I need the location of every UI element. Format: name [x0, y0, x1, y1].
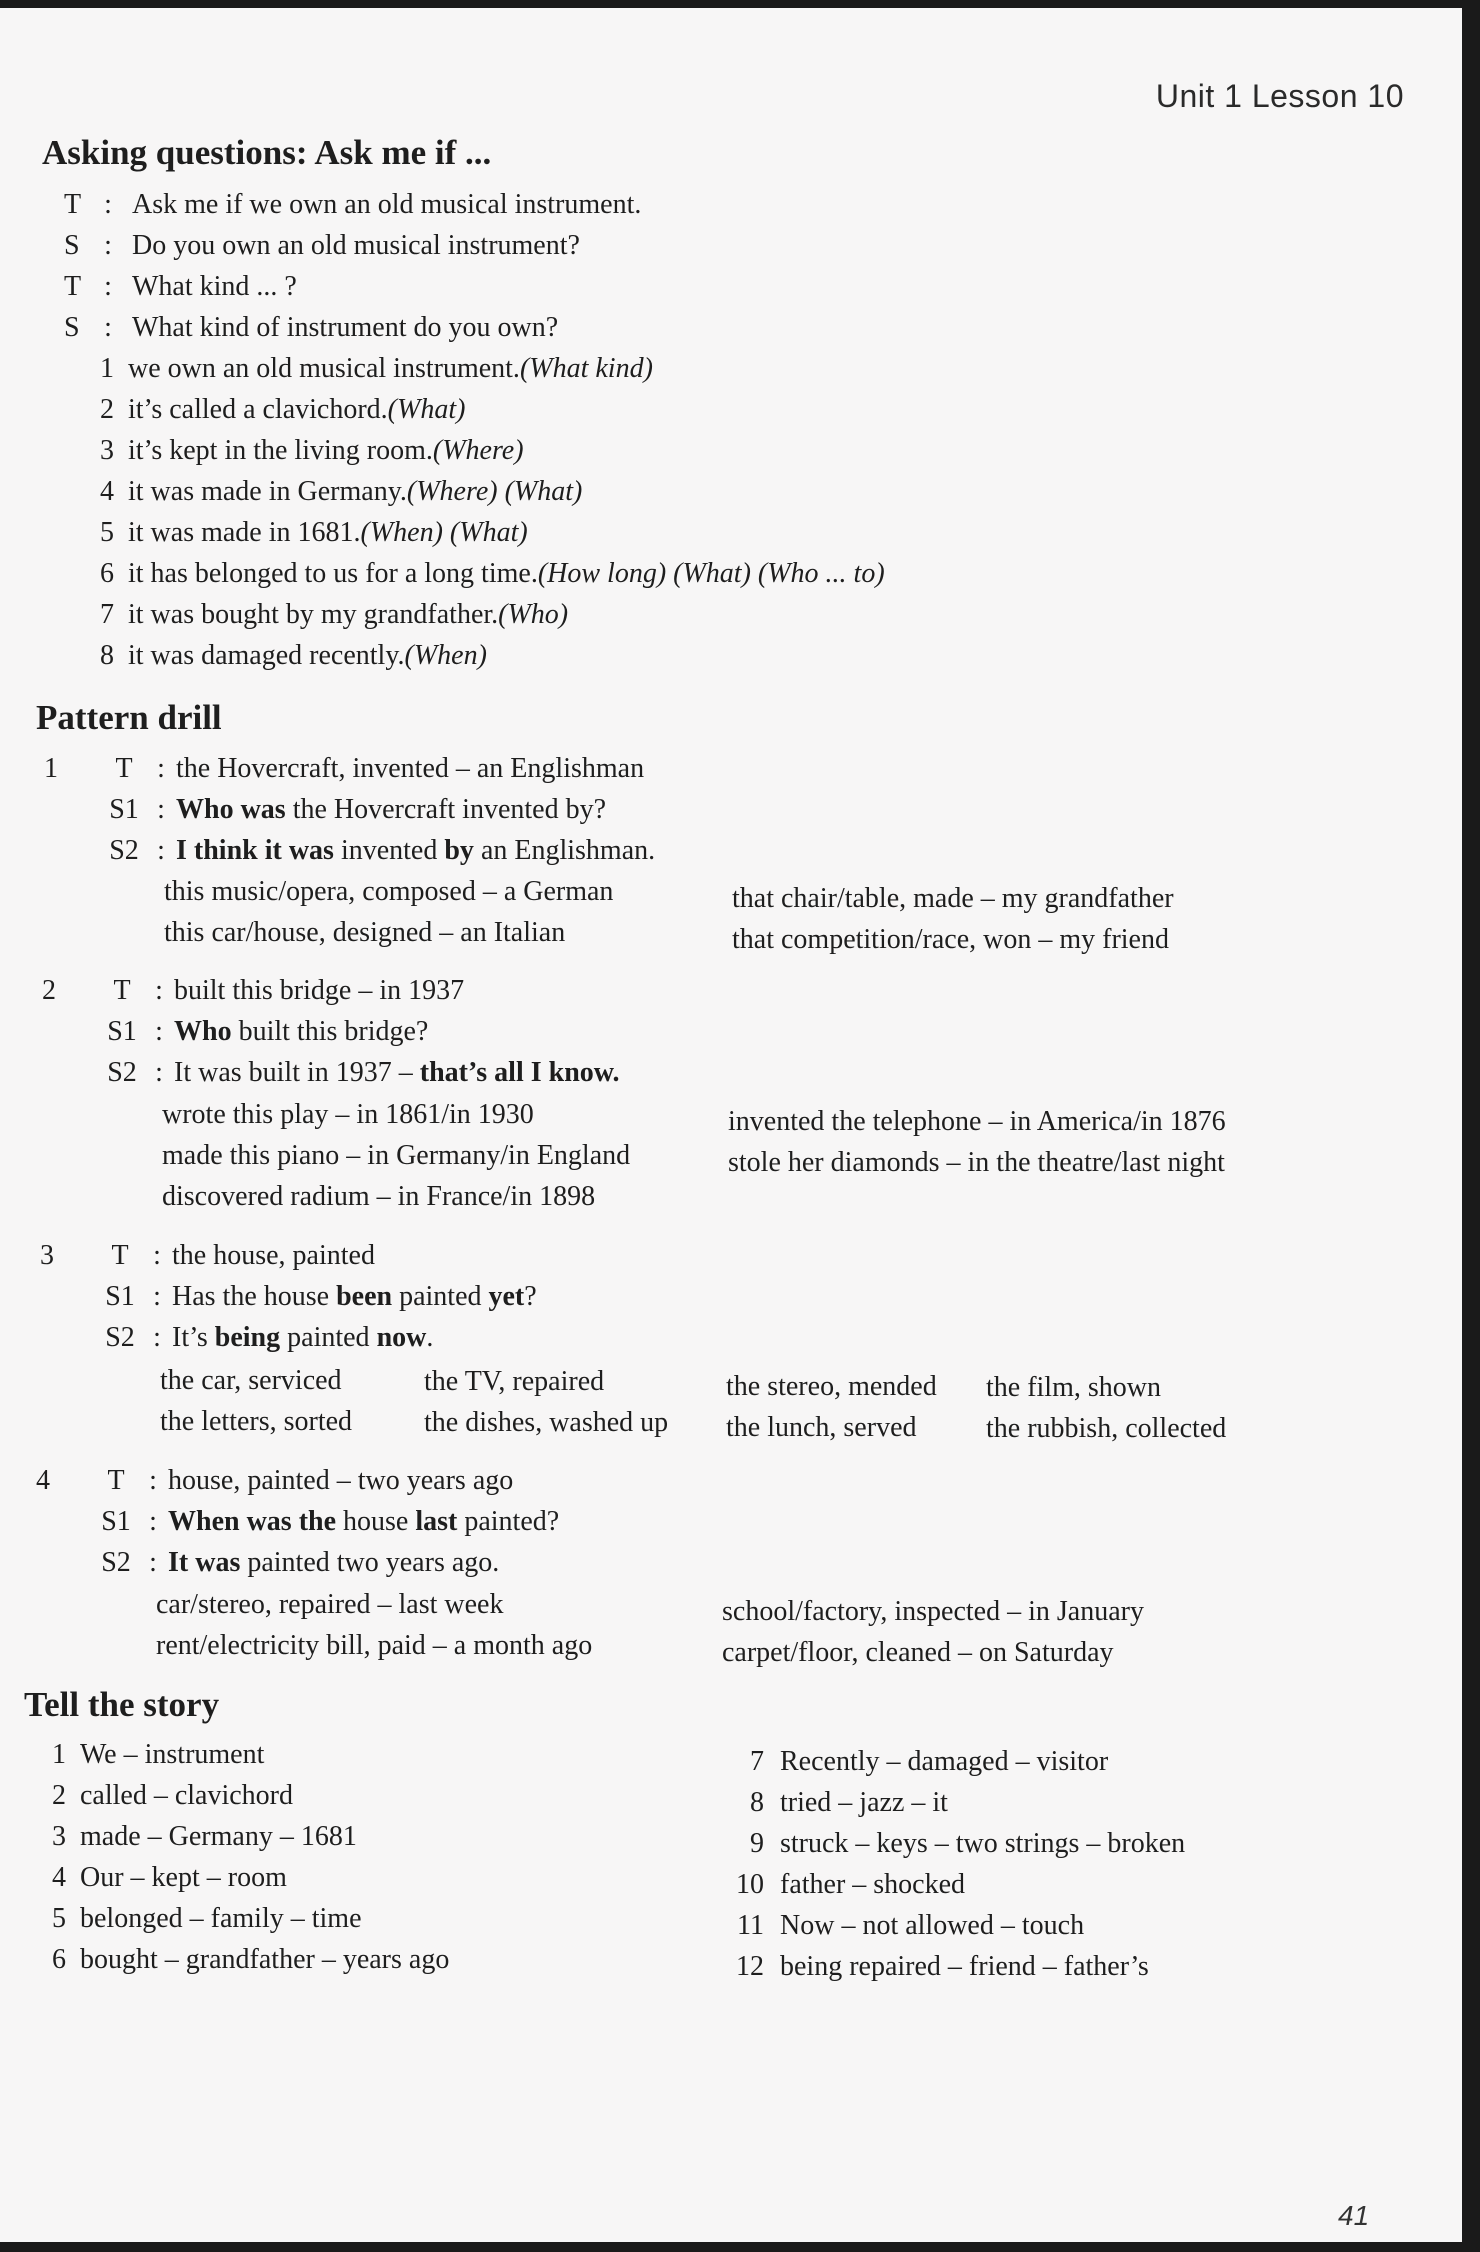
substitution-item: carpet/floor, cleaned – on Saturday [722, 1637, 1114, 1668]
item-cue: (Who) [498, 599, 569, 630]
item-text: belonged – family – time [80, 1903, 362, 1934]
item-number: 4 [100, 476, 114, 507]
substitution-item: wrote this play – in 1861/in 1930 [162, 1099, 534, 1130]
drill-4-substitutions-right [722, 1591, 1144, 1673]
item-cue: (What kind) [519, 353, 653, 384]
drill-line-s1 [44, 789, 655, 830]
drill-prompt: built this bridge – in 1937 [174, 975, 465, 1006]
list-item [92, 512, 885, 553]
substitution-item: stole her diamonds – in the theatre/last night [728, 1147, 1225, 1178]
list-item [730, 1823, 1185, 1864]
colon: : [155, 1057, 163, 1088]
item-number: 9 [750, 1828, 764, 1859]
item-number: 2 [100, 394, 114, 425]
drill-3 [40, 1235, 537, 1358]
colon: : [157, 753, 165, 784]
list-item [44, 1939, 449, 1980]
drill-text: It was built in 1937 – [174, 1057, 420, 1088]
item-number: 3 [100, 435, 114, 466]
speaker-label: S [64, 312, 80, 343]
speaker-label: S1 [105, 1281, 135, 1312]
item-cue: (When) [404, 640, 487, 671]
drill-1-substitutions-left [164, 871, 613, 953]
speaker-label: S1 [107, 1016, 137, 1047]
item-text: being repaired – friend – father’s [780, 1951, 1149, 1982]
substitution-item: the car, serviced [160, 1365, 342, 1396]
drill-prompt: the Hovercraft, invented – an Englishman [176, 753, 645, 784]
speaker-label: T [113, 975, 131, 1006]
dialogue-line [64, 225, 641, 266]
list-item [44, 1857, 449, 1898]
list-item [92, 389, 885, 430]
drill-text: . [426, 1322, 434, 1353]
speaker-label: S2 [109, 835, 139, 866]
item-text: Now – not allowed – touch [780, 1910, 1085, 1941]
speaker-label: T [64, 271, 82, 302]
section-title-pattern-drill: Pattern drill [36, 698, 222, 737]
drill-line-s1 [36, 1501, 559, 1542]
item-number: 8 [100, 640, 114, 671]
item-number: 4 [52, 1862, 66, 1893]
item-text: Recently – damaged – visitor [780, 1746, 1109, 1777]
colon: : [104, 312, 112, 343]
drill-line-s2 [40, 1317, 537, 1358]
item-text: Our – kept – room [80, 1862, 287, 1893]
colon: : [157, 794, 165, 825]
item-text: made – Germany – 1681 [80, 1821, 357, 1852]
speaker-label: T [115, 753, 133, 784]
bold-phrase: now [376, 1322, 427, 1353]
drill-2 [42, 970, 619, 1093]
bold-phrase: Who was [176, 794, 286, 825]
section-title-tell-the-story: Tell the story [24, 1685, 220, 1724]
substitution-item: discovered radium – in France/in 1898 [162, 1181, 596, 1212]
colon: : [157, 835, 165, 866]
item-text: struck – keys – two strings – broken [780, 1828, 1186, 1859]
drill-1-substitutions-right [732, 878, 1174, 960]
asking-dialogue [64, 184, 641, 348]
bold-phrase: Who [174, 1016, 232, 1047]
item-number: 1 [52, 1739, 66, 1770]
list-item [92, 553, 885, 594]
bold-phrase: last [415, 1506, 458, 1537]
dialogue-line [64, 266, 641, 307]
drill-line-s2 [44, 830, 655, 871]
item-number: 5 [100, 517, 114, 548]
bold-phrase: yet [488, 1281, 525, 1312]
page-number: 41 [1338, 2200, 1370, 2231]
dialogue-line [64, 307, 641, 348]
speaker-label: T [111, 1240, 129, 1271]
list-item [730, 1905, 1185, 1946]
substitution-item: the TV, repaired [424, 1366, 605, 1397]
list-item [730, 1741, 1185, 1782]
item-text: We – instrument [80, 1739, 265, 1770]
drill-3-col-2 [424, 1361, 668, 1443]
drill-number: 1 [44, 753, 58, 784]
speaker-label: S1 [101, 1506, 131, 1537]
drill-line-s2 [42, 1052, 619, 1093]
item-text: it was made in Germany. [128, 476, 407, 507]
substitution-item: this music/opera, composed – a German [164, 876, 614, 907]
item-cue: (Where) [432, 435, 524, 466]
substitution-item: the stereo, mended [726, 1371, 937, 1402]
item-number: 6 [52, 1944, 66, 1975]
list-item [92, 635, 885, 676]
drill-text: Has the house [172, 1281, 337, 1312]
speaker-label: S2 [107, 1057, 137, 1088]
substitution-item: the film, shown [986, 1372, 1161, 1403]
item-text: father – shocked [780, 1869, 966, 1900]
drill-1 [44, 748, 655, 871]
drill-prompt: house, painted – two years ago [168, 1465, 514, 1496]
colon: : [149, 1465, 157, 1496]
item-text: it was made in 1681. [128, 517, 361, 548]
item-cue: (Where) (What) [406, 476, 583, 507]
item-number: 6 [100, 558, 114, 589]
item-text: it was damaged recently. [128, 640, 405, 671]
drill-text: invented [333, 835, 445, 866]
drill-2-substitutions-left [162, 1094, 630, 1217]
speaker-label: S1 [109, 794, 139, 825]
bold-phrase: I think it was [176, 835, 334, 866]
substitution-item: the dishes, washed up [424, 1407, 669, 1438]
speaker-label: S2 [101, 1547, 131, 1578]
substitution-item: the letters, sorted [160, 1406, 353, 1437]
right-border [1462, 0, 1480, 2252]
bold-phrase: been [336, 1281, 393, 1312]
drill-text: It’s [172, 1322, 215, 1353]
section-title-asking: Asking questions: Ask me if ... [42, 133, 492, 172]
item-text: bought – grandfather – years ago [80, 1944, 450, 1975]
item-number: 7 [750, 1746, 764, 1777]
drill-line-t [36, 1460, 559, 1501]
drill-number: 3 [40, 1240, 54, 1271]
drill-line-s1 [40, 1276, 537, 1317]
item-cue: (When) (What) [360, 517, 528, 548]
drill-prompt: the house, painted [172, 1240, 375, 1271]
colon: : [104, 230, 112, 261]
substitution-item: made this piano – in Germany/in England [162, 1140, 631, 1171]
substitution-item: that competition/race, won – my friend [732, 924, 1169, 955]
bold-phrase: It was [168, 1547, 241, 1578]
drill-text: painted [280, 1322, 377, 1353]
item-cue: (What) [387, 394, 466, 425]
drill-line-s1 [42, 1011, 619, 1052]
drill-text: ? [524, 1281, 537, 1312]
item-number: 2 [52, 1780, 66, 1811]
item-text: it was bought by my grandfather. [128, 599, 499, 630]
drill-3-col-4 [986, 1367, 1226, 1449]
item-number: 3 [52, 1821, 66, 1852]
drill-number: 2 [42, 975, 56, 1006]
substitution-item: the rubbish, collected [986, 1413, 1227, 1444]
drill-line-t [40, 1235, 537, 1276]
drill-text: an Englishman. [473, 835, 656, 866]
unit-lesson-header: Unit 1 Lesson 10 [1155, 78, 1404, 114]
list-item [44, 1775, 449, 1816]
story-list-right [730, 1741, 1185, 1987]
drill-text: painted two years ago. [240, 1547, 500, 1578]
colon: : [149, 1506, 157, 1537]
drill-text: the Hovercraft invented by? [285, 794, 607, 825]
colon: : [104, 189, 112, 220]
bold-phrase: When was the [168, 1506, 337, 1537]
dialogue-text: Ask me if we own an old musical instrument. [132, 189, 642, 220]
colon: : [153, 1322, 161, 1353]
drill-text: built this bridge? [231, 1016, 429, 1047]
item-number: 11 [737, 1910, 764, 1941]
item-number: 1 [100, 353, 114, 384]
substitution-item: invented the telephone – in America/in 1876 [728, 1106, 1226, 1137]
drill-3-col-3 [726, 1366, 937, 1448]
dialogue-line [64, 184, 641, 225]
list-item [92, 471, 885, 512]
substitution-item: school/factory, inspected – in January [722, 1596, 1144, 1627]
story-list-left [44, 1734, 449, 1980]
list-item [92, 594, 885, 635]
item-number: 7 [100, 599, 114, 630]
colon: : [104, 271, 112, 302]
item-number: 8 [750, 1787, 764, 1818]
dialogue-text: Do you own an old musical instrument? [132, 230, 580, 261]
substitution-item: that chair/table, made – my grandfather [732, 883, 1174, 914]
colon: : [155, 975, 163, 1006]
list-item [92, 430, 885, 471]
item-number: 12 [736, 1951, 764, 1982]
list-item [44, 1898, 449, 1939]
substitution-item: rent/electricity bill, paid – a month ago [156, 1630, 593, 1661]
substitution-item: the lunch, served [726, 1412, 917, 1443]
dialogue-text: What kind ... ? [132, 271, 297, 302]
colon: : [155, 1016, 163, 1047]
bold-phrase: by [444, 835, 474, 866]
item-text: it’s called a clavichord. [128, 394, 388, 425]
asking-items [92, 348, 885, 676]
list-item [44, 1816, 449, 1857]
colon: : [149, 1547, 157, 1578]
item-text: it’s kept in the living room. [128, 435, 433, 466]
colon: : [153, 1281, 161, 1312]
drill-line-s2 [36, 1542, 559, 1583]
item-text: it has belonged to us for a long time. [128, 558, 538, 589]
drill-2-substitutions-right [728, 1101, 1226, 1183]
drill-number: 4 [36, 1465, 50, 1496]
list-item [730, 1864, 1185, 1905]
list-item [44, 1734, 449, 1775]
drill-4-substitutions-left [156, 1584, 592, 1666]
speaker-label: T [64, 189, 82, 220]
bold-phrase: being [214, 1322, 281, 1353]
drill-line-t [42, 970, 619, 1011]
speaker-label: S [64, 230, 80, 261]
drill-text: painted? [457, 1506, 560, 1537]
top-border [0, 0, 1480, 8]
item-number: 5 [52, 1903, 66, 1934]
item-text: tried – jazz – it [780, 1787, 948, 1818]
drill-text: painted [392, 1281, 489, 1312]
list-item [730, 1782, 1185, 1823]
drill-4 [36, 1460, 559, 1583]
speaker-label: S2 [105, 1322, 135, 1353]
bottom-border [0, 2242, 1480, 2252]
drill-text: house [336, 1506, 416, 1537]
substitution-item: car/stereo, repaired – last week [156, 1589, 504, 1620]
item-cue: (How long) (What) (Who ... to) [537, 558, 885, 589]
drill-3-col-1 [160, 1360, 352, 1442]
drill-line-t [44, 748, 655, 789]
substitution-item: this car/house, designed – an Italian [164, 917, 566, 948]
dialogue-text: What kind of instrument do you own? [132, 312, 559, 343]
colon: : [153, 1240, 161, 1271]
item-number: 10 [736, 1869, 764, 1900]
speaker-label: T [107, 1465, 125, 1496]
list-item [92, 348, 885, 389]
item-text: called – clavichord [80, 1780, 294, 1811]
item-text: we own an old musical instrument. [128, 353, 520, 384]
list-item [730, 1946, 1185, 1987]
bold-phrase: that’s all I know. [419, 1057, 620, 1088]
